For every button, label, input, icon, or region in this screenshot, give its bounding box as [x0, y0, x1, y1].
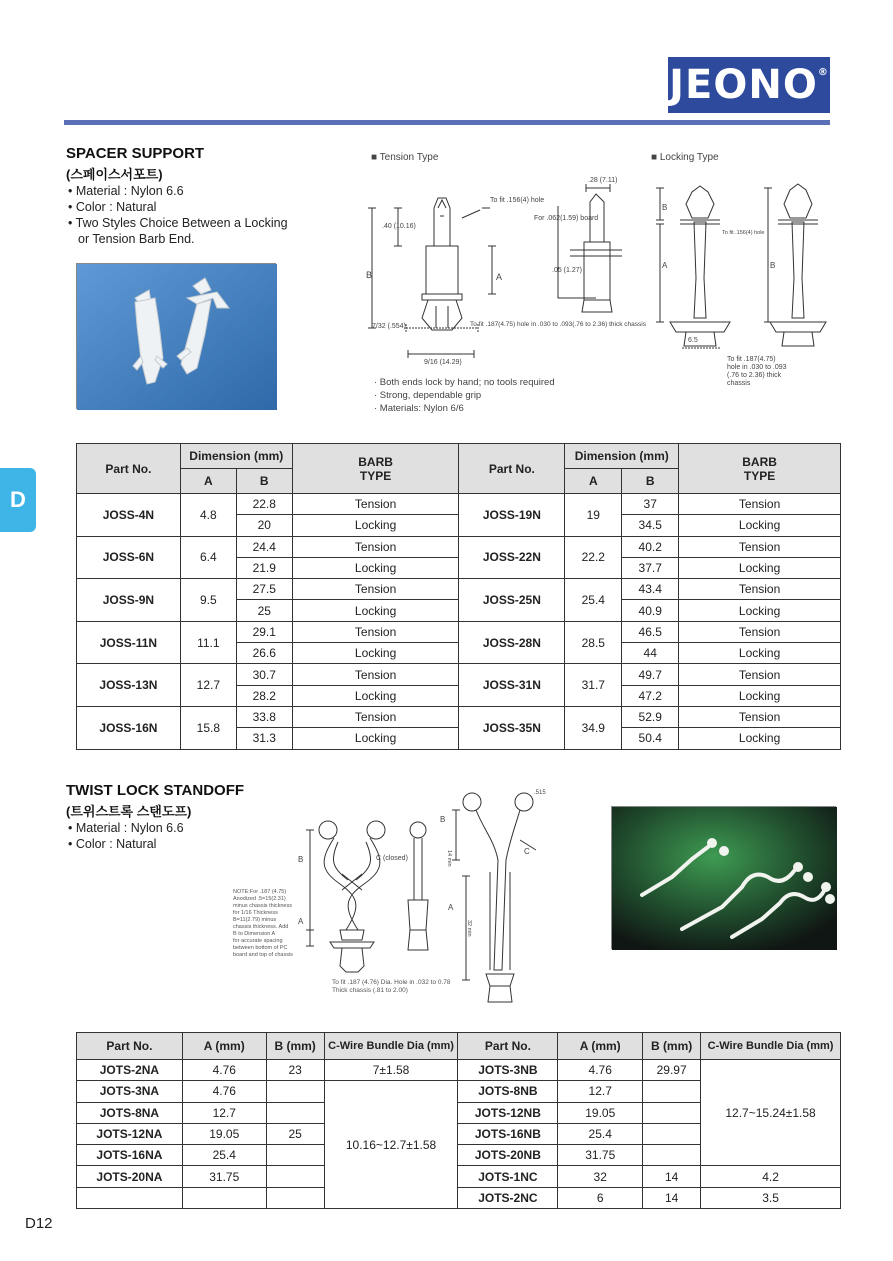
table-row [77, 494, 841, 515]
dim-lock-fit-156: To fit .156(4) hole [722, 230, 765, 236]
table-cell: Locking [292, 643, 459, 664]
table-cell: Tension [679, 706, 841, 727]
dim-6-5: 6.5 [688, 337, 698, 344]
twist-dim-c: C (closed) [376, 855, 408, 862]
table-cell: 31.3 [236, 728, 292, 749]
table-cell: JOTS-16NB [458, 1123, 558, 1144]
twist-dim-c2: C [524, 847, 530, 856]
twist-dim-b: B [298, 855, 304, 864]
table-cell: JOSS-11N [77, 621, 181, 664]
bullet-material: • Material : Nylon 6.6 [68, 184, 184, 198]
col-b-left: B [236, 469, 292, 494]
table-cell: 26.6 [236, 643, 292, 664]
table-cell: JOTS-12NB [458, 1102, 558, 1123]
dim-28: .28 (7.11) [588, 177, 618, 184]
table-row [77, 536, 841, 557]
table-cell: JOSS-28N [459, 621, 565, 664]
dim-board: For .062(1.59) board [534, 215, 599, 222]
table-cell: 12.7 [182, 1102, 266, 1123]
col-b-right: B [622, 469, 679, 494]
table-cell: 43.4 [622, 579, 679, 600]
dim-b-lock: B [662, 203, 668, 212]
twist-note: NOTE:For .187 (4.75) Anodized .5=15(2.31) minus chassis thickness for 1/16 Thickness B=11(2.79) minus chassis thickness. Add B to Dimension A for accurate spacing between bottom of PC board and top of chassis [233, 889, 293, 958]
table-cell: 25.4 [182, 1145, 266, 1166]
table-cell: 30.7 [236, 664, 292, 685]
table-cell: 4.76 [182, 1081, 266, 1102]
table-cell: JOSS-6N [77, 536, 181, 579]
table-cell: JOTS-20NA [77, 1166, 183, 1187]
twist-col-a-left: A (mm) [182, 1033, 266, 1060]
header-rule [64, 120, 830, 125]
twist-bullets [68, 820, 184, 852]
table-cell: 25.4 [558, 1123, 643, 1144]
table-cell: JOSS-35N [459, 706, 565, 749]
table-row [77, 1187, 841, 1208]
locking-type-label: ■ Locking Type [651, 152, 719, 163]
table-cell: 19.05 [182, 1123, 266, 1144]
table-cell: 47.2 [622, 685, 679, 706]
table-cell: 24.4 [236, 536, 292, 557]
table-cell: Locking [679, 685, 841, 706]
table-cell: 50.4 [622, 728, 679, 749]
table-cell: Locking [292, 728, 459, 749]
col-a-left: A [180, 469, 236, 494]
twist-dim-a: A [298, 917, 304, 926]
table-cell: 25 [236, 600, 292, 621]
table-cell: 15.8 [180, 706, 236, 749]
table-cell: 23 [266, 1060, 324, 1081]
twist-col-part-right: Part No. [458, 1033, 558, 1060]
table-cell: 25.4 [565, 579, 622, 622]
table-cell: 14 [643, 1187, 701, 1208]
table-cell [643, 1123, 701, 1144]
table-cell: 28.5 [565, 621, 622, 664]
table-cell: 31.75 [182, 1166, 266, 1187]
table-cell: Locking [292, 515, 459, 536]
table-cell: JOSS-13N [77, 664, 181, 707]
twist-subtitle: (트위스트록 스탠도프) [66, 804, 192, 819]
twist-bullet-color: • Color : Natural [68, 837, 157, 851]
table-cell: JOSS-16N [77, 706, 181, 749]
dim-a-tension: A [496, 272, 503, 282]
table-cell: 6 [558, 1187, 643, 1208]
col-dim-right: Dimension (mm) [565, 444, 679, 469]
dim-b-lock-2: B [770, 261, 776, 270]
twist-title: TWIST LOCK STANDOFF [66, 782, 245, 799]
table-cell: 10.16~12.7±1.58 [324, 1081, 458, 1209]
twist-photo-illustration [612, 807, 837, 950]
table-cell: 25 [266, 1123, 324, 1144]
table-cell: Locking [679, 515, 841, 536]
table-cell: 37.7 [622, 557, 679, 578]
twist-table [76, 1032, 841, 1209]
table-cell: Tension [679, 494, 841, 515]
table-cell: 6.4 [180, 536, 236, 579]
table-cell: JOTS-16NA [77, 1145, 183, 1166]
table-cell: 12.7~15.24±1.58 [701, 1060, 841, 1166]
table-cell: 37 [622, 494, 679, 515]
table-cell: Locking [679, 728, 841, 749]
table-cell: JOSS-9N [77, 579, 181, 622]
table-cell [182, 1187, 266, 1208]
table-cell: JOTS-2NC [458, 1187, 558, 1208]
table-cell: 31.75 [558, 1145, 643, 1166]
table-cell: 31.7 [565, 664, 622, 707]
table-cell: JOTS-12NA [77, 1123, 183, 1144]
twist-dim-32min: 32 min [466, 920, 472, 937]
table-cell [266, 1102, 324, 1123]
table-cell: 22.8 [236, 494, 292, 515]
table-cell [643, 1145, 701, 1166]
table-row [77, 579, 841, 600]
bullet-styles-cont: or Tension Barb End. [78, 232, 195, 246]
spacer-photo [76, 263, 276, 409]
table-cell: JOTS-8NB [458, 1081, 558, 1102]
table-cell: 12.7 [180, 664, 236, 707]
table-cell: Locking [292, 600, 459, 621]
table-cell [266, 1187, 324, 1208]
lock-fit-note: To fit .187(4.75) hole in .030 to .093 (.76 to 2.36) thick chassis [727, 356, 787, 387]
table-cell: JOTS-8NA [77, 1102, 183, 1123]
dim-7-32: 7/32 (.554) [372, 323, 406, 330]
note-3: · Materials: Nylon 6/6 [374, 403, 464, 414]
table-row [77, 1166, 841, 1187]
dim-40: .40 (10.16) [382, 223, 416, 230]
table-cell: Locking [679, 643, 841, 664]
table-cell: 29.97 [643, 1060, 701, 1081]
table-cell: Locking [292, 557, 459, 578]
twist-dim-14min: 14 min [446, 850, 452, 867]
table-cell: Locking [292, 685, 459, 706]
table-cell: 34.9 [565, 706, 622, 749]
dim-a-lock: A [662, 261, 668, 270]
col-dim-left: Dimension (mm) [180, 444, 292, 469]
spacer-photo-illustration [77, 264, 277, 410]
table-cell: Tension [292, 621, 459, 642]
table-cell: 22.2 [565, 536, 622, 579]
twist-photo [611, 806, 836, 949]
table-cell [643, 1081, 701, 1102]
table-cell: 7±1.58 [324, 1060, 458, 1081]
table-cell: Tension [679, 536, 841, 557]
table-cell: JOTS-3NB [458, 1060, 558, 1081]
dim-9-16: 9/16 (14.29) [424, 359, 462, 366]
table-cell: JOTS-20NB [458, 1145, 558, 1166]
section-tab[interactable]: D [0, 468, 36, 532]
table-cell: 52.9 [622, 706, 679, 727]
spacer-subtitle: (스페이스서포트) [66, 167, 163, 182]
table-cell: 4.2 [701, 1166, 841, 1187]
col-barb-left: BARB TYPE [292, 444, 459, 494]
table-cell: 14 [643, 1166, 701, 1187]
table-cell: 4.76 [558, 1060, 643, 1081]
table-cell: 40.2 [622, 536, 679, 557]
table-cell: 29.1 [236, 621, 292, 642]
table-cell: 12.7 [558, 1081, 643, 1102]
table-cell: JOSS-22N [459, 536, 565, 579]
brand-logo: JEONO® [668, 57, 830, 113]
table-cell: 4.76 [182, 1060, 266, 1081]
table-cell: Tension [292, 536, 459, 557]
dim-fit-187: To fit .187(4.75) hole in .030 to .093(.76 to 2.36) thick chassis [470, 321, 646, 328]
col-part-right: Part No. [459, 444, 565, 494]
note-2: · Strong, dependable grip [374, 390, 482, 401]
spacer-table [76, 443, 841, 750]
table-cell: 40.9 [622, 600, 679, 621]
table-row [77, 621, 841, 642]
table-cell: 11.1 [180, 621, 236, 664]
table-row [77, 1060, 841, 1081]
table-cell: 32 [558, 1166, 643, 1187]
table-row [77, 706, 841, 727]
twist-dim-r: .515 [534, 790, 546, 796]
table-cell: JOTS-3NA [77, 1081, 183, 1102]
table-cell: 34.5 [622, 515, 679, 536]
col-part-left: Part No. [77, 444, 181, 494]
bullet-color: • Color : Natural [68, 200, 157, 214]
table-cell: Tension [679, 621, 841, 642]
table-cell: 27.5 [236, 579, 292, 600]
table-cell: Tension [292, 664, 459, 685]
table-cell: Tension [292, 579, 459, 600]
table-cell: 44 [622, 643, 679, 664]
page-number: D12 [25, 1215, 53, 1232]
col-barb-right: BARB TYPE [679, 444, 841, 494]
spacer-title: SPACER SUPPORT [66, 145, 205, 162]
dim-b-tension: B [366, 270, 373, 280]
dim-05: .05 (1.27) [552, 267, 582, 274]
twist-dim-a2: A [448, 903, 454, 912]
twist-col-part-left: Part No. [77, 1033, 183, 1060]
spacer-bullets [68, 183, 328, 247]
dim-fit-156: To fit .156(4) hole [490, 197, 545, 204]
table-cell: 33.8 [236, 706, 292, 727]
twist-dim-b2: B [440, 815, 446, 824]
twist-col-c-left: C-Wire Bundle Dia (mm) [324, 1033, 458, 1060]
table-cell: JOTS-1NC [458, 1166, 558, 1187]
table-cell [266, 1145, 324, 1166]
twist-fit-note: To fit .187 (4.76) Dia. Hole in .032 to 0.78 Thick chassis (.81 to 2.00) [332, 979, 451, 994]
spacer-notes [374, 376, 555, 415]
col-a-right: A [565, 469, 622, 494]
table-cell: 3.5 [701, 1187, 841, 1208]
table-cell: 19 [565, 494, 622, 537]
twist-bullet-material: • Material : Nylon 6.6 [68, 821, 184, 835]
table-cell: Locking [679, 600, 841, 621]
table-cell [643, 1102, 701, 1123]
table-cell: 49.7 [622, 664, 679, 685]
table-cell: Tension [292, 494, 459, 515]
table-cell [266, 1081, 324, 1102]
table-cell: 28.2 [236, 685, 292, 706]
table-row [77, 664, 841, 685]
tension-type-label: ■ Tension Type [371, 152, 439, 163]
table-cell: JOSS-19N [459, 494, 565, 537]
table-cell: 9.5 [180, 579, 236, 622]
table-cell: Tension [292, 706, 459, 727]
table-cell: JOSS-31N [459, 664, 565, 707]
bullet-styles: • Two Styles Choice Between a Locking [68, 216, 288, 230]
twist-col-b-right: B (mm) [643, 1033, 701, 1060]
table-cell: 21.9 [236, 557, 292, 578]
table-cell: JOSS-4N [77, 494, 181, 537]
table-cell: 19.05 [558, 1102, 643, 1123]
board-detail-drawing [530, 172, 630, 332]
table-cell [266, 1166, 324, 1187]
table-cell: 46.5 [622, 621, 679, 642]
twist-col-a-right: A (mm) [558, 1033, 643, 1060]
table-cell: Locking [679, 557, 841, 578]
table-cell: JOTS-2NA [77, 1060, 183, 1081]
twist-col-c-right: C-Wire Bundle Dia (mm) [701, 1033, 841, 1060]
table-cell: JOSS-25N [459, 579, 565, 622]
table-cell: 4.8 [180, 494, 236, 537]
table-cell: 20 [236, 515, 292, 536]
note-1: · Both ends lock by hand; no tools required [374, 377, 555, 388]
twist-col-b-left: B (mm) [266, 1033, 324, 1060]
table-cell: Tension [679, 579, 841, 600]
table-cell [77, 1187, 183, 1208]
table-cell: Tension [679, 664, 841, 685]
